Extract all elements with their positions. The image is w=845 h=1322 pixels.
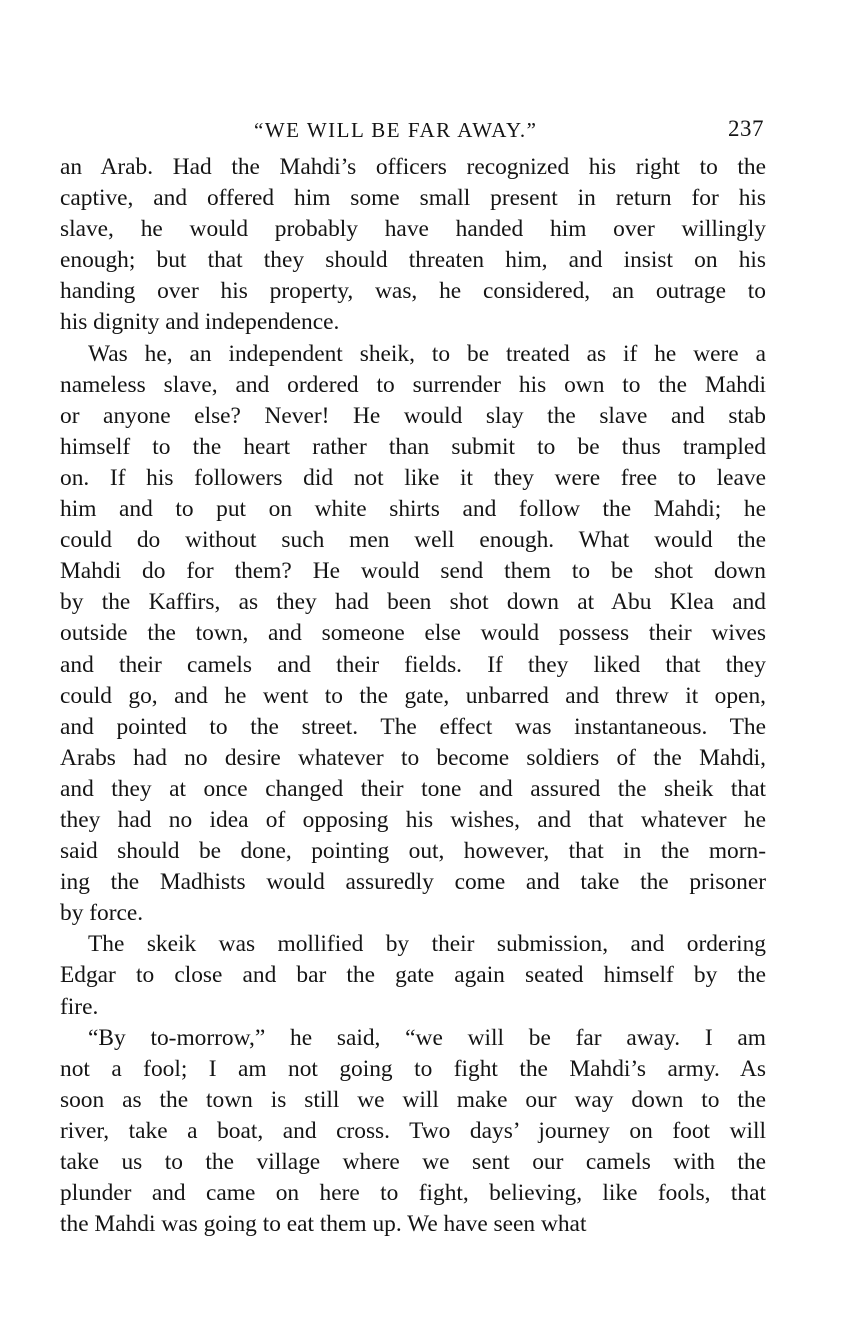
book-page (60, 112, 766, 1240)
paragraph (60, 929, 766, 1022)
running-head (60, 112, 766, 152)
text-line: enough; but that they should threaten him, and insist on his (60, 247, 766, 274)
text-line: himself to the heart rather than submit to be thus trampled (60, 433, 766, 460)
text-line: not a fool; I am not going to fight the Mahdi’s army. As (60, 1055, 766, 1082)
text-line: on. If his followers did not like it they were free to leave (60, 464, 766, 491)
text-line: and they at once changed their tone and assured the sheik that (60, 775, 766, 802)
text-line: take us to the village where we sent our camels with the (60, 1149, 766, 1175)
text-line: the Mahdi was going to eat them up. We have seen what (60, 1211, 587, 1238)
text-line: captive, and offered him some small present in return for his (60, 185, 766, 212)
running-title: “WE WILL BE FAR AWAY.” (254, 118, 538, 142)
text-line: by force. (60, 900, 144, 927)
text-line: said should be done, pointing out, however, that in the morn- (60, 838, 766, 865)
text-line: could go, and he went to the gate, unbarred and threw it open, (60, 682, 766, 709)
paragraph (60, 152, 766, 339)
text-line: river, take a boat, and cross. Two days’ journey on foot will (60, 1117, 766, 1144)
text-line: him and to put on white shirts and follow the Mahdi; he (60, 496, 766, 523)
text-line: an Arab. Had the Mahdi’s officers recognized his right to the (60, 154, 766, 180)
text-line: Was he, an independent sheik, to be treated as if he were a (88, 340, 766, 367)
text-line: or anyone else? Never! He would slay the slave and stab (60, 402, 766, 429)
text-line: and their camels and their fields. If they liked that they (60, 651, 766, 678)
text-line: his dignity and independence. (60, 309, 340, 336)
text-line: nameless slave, and ordered to surrender his own to the Mahdi (60, 371, 766, 398)
text-line: The skeik was mollified by their submission, and ordering (88, 931, 766, 958)
text-line: fire. (60, 993, 99, 1020)
text-line: Mahdi do for them? He would send them to be shot down (60, 558, 766, 585)
paragraph (60, 1023, 766, 1241)
text-line: slave, he would probably have handed him over willingly (60, 216, 766, 243)
text-line: could do without such men well enough. What would the (60, 527, 766, 554)
page-number: 237 (728, 116, 764, 141)
paragraph (60, 339, 766, 930)
text-line: “By to-morrow,” he said, “we will be far away. I am (88, 1024, 766, 1051)
body-text (60, 152, 766, 1240)
text-line: outside the town, and someone else would possess their wives (60, 620, 766, 647)
text-line: and pointed to the street. The effect was instantaneous. The (60, 713, 766, 740)
text-line: Edgar to close and bar the gate again seated himself by the (60, 962, 766, 989)
text-line: plunder and came on here to fight, believing, like fools, that (60, 1180, 766, 1207)
text-line: ing the Madhists would assuredly come and take the prisoner (60, 869, 766, 896)
text-line: Arabs had no desire whatever to become soldiers of the Mahdi, (60, 744, 766, 771)
text-line: handing over his property, was, he considered, an outrage to (60, 278, 766, 305)
text-line: soon as the town is still we will make our way down to the (60, 1086, 766, 1113)
text-line: by the Kaffirs, as they had been shot down at Abu Klea and (60, 589, 766, 616)
text-line: they had no idea of opposing his wishes, and that whatever he (60, 806, 766, 833)
